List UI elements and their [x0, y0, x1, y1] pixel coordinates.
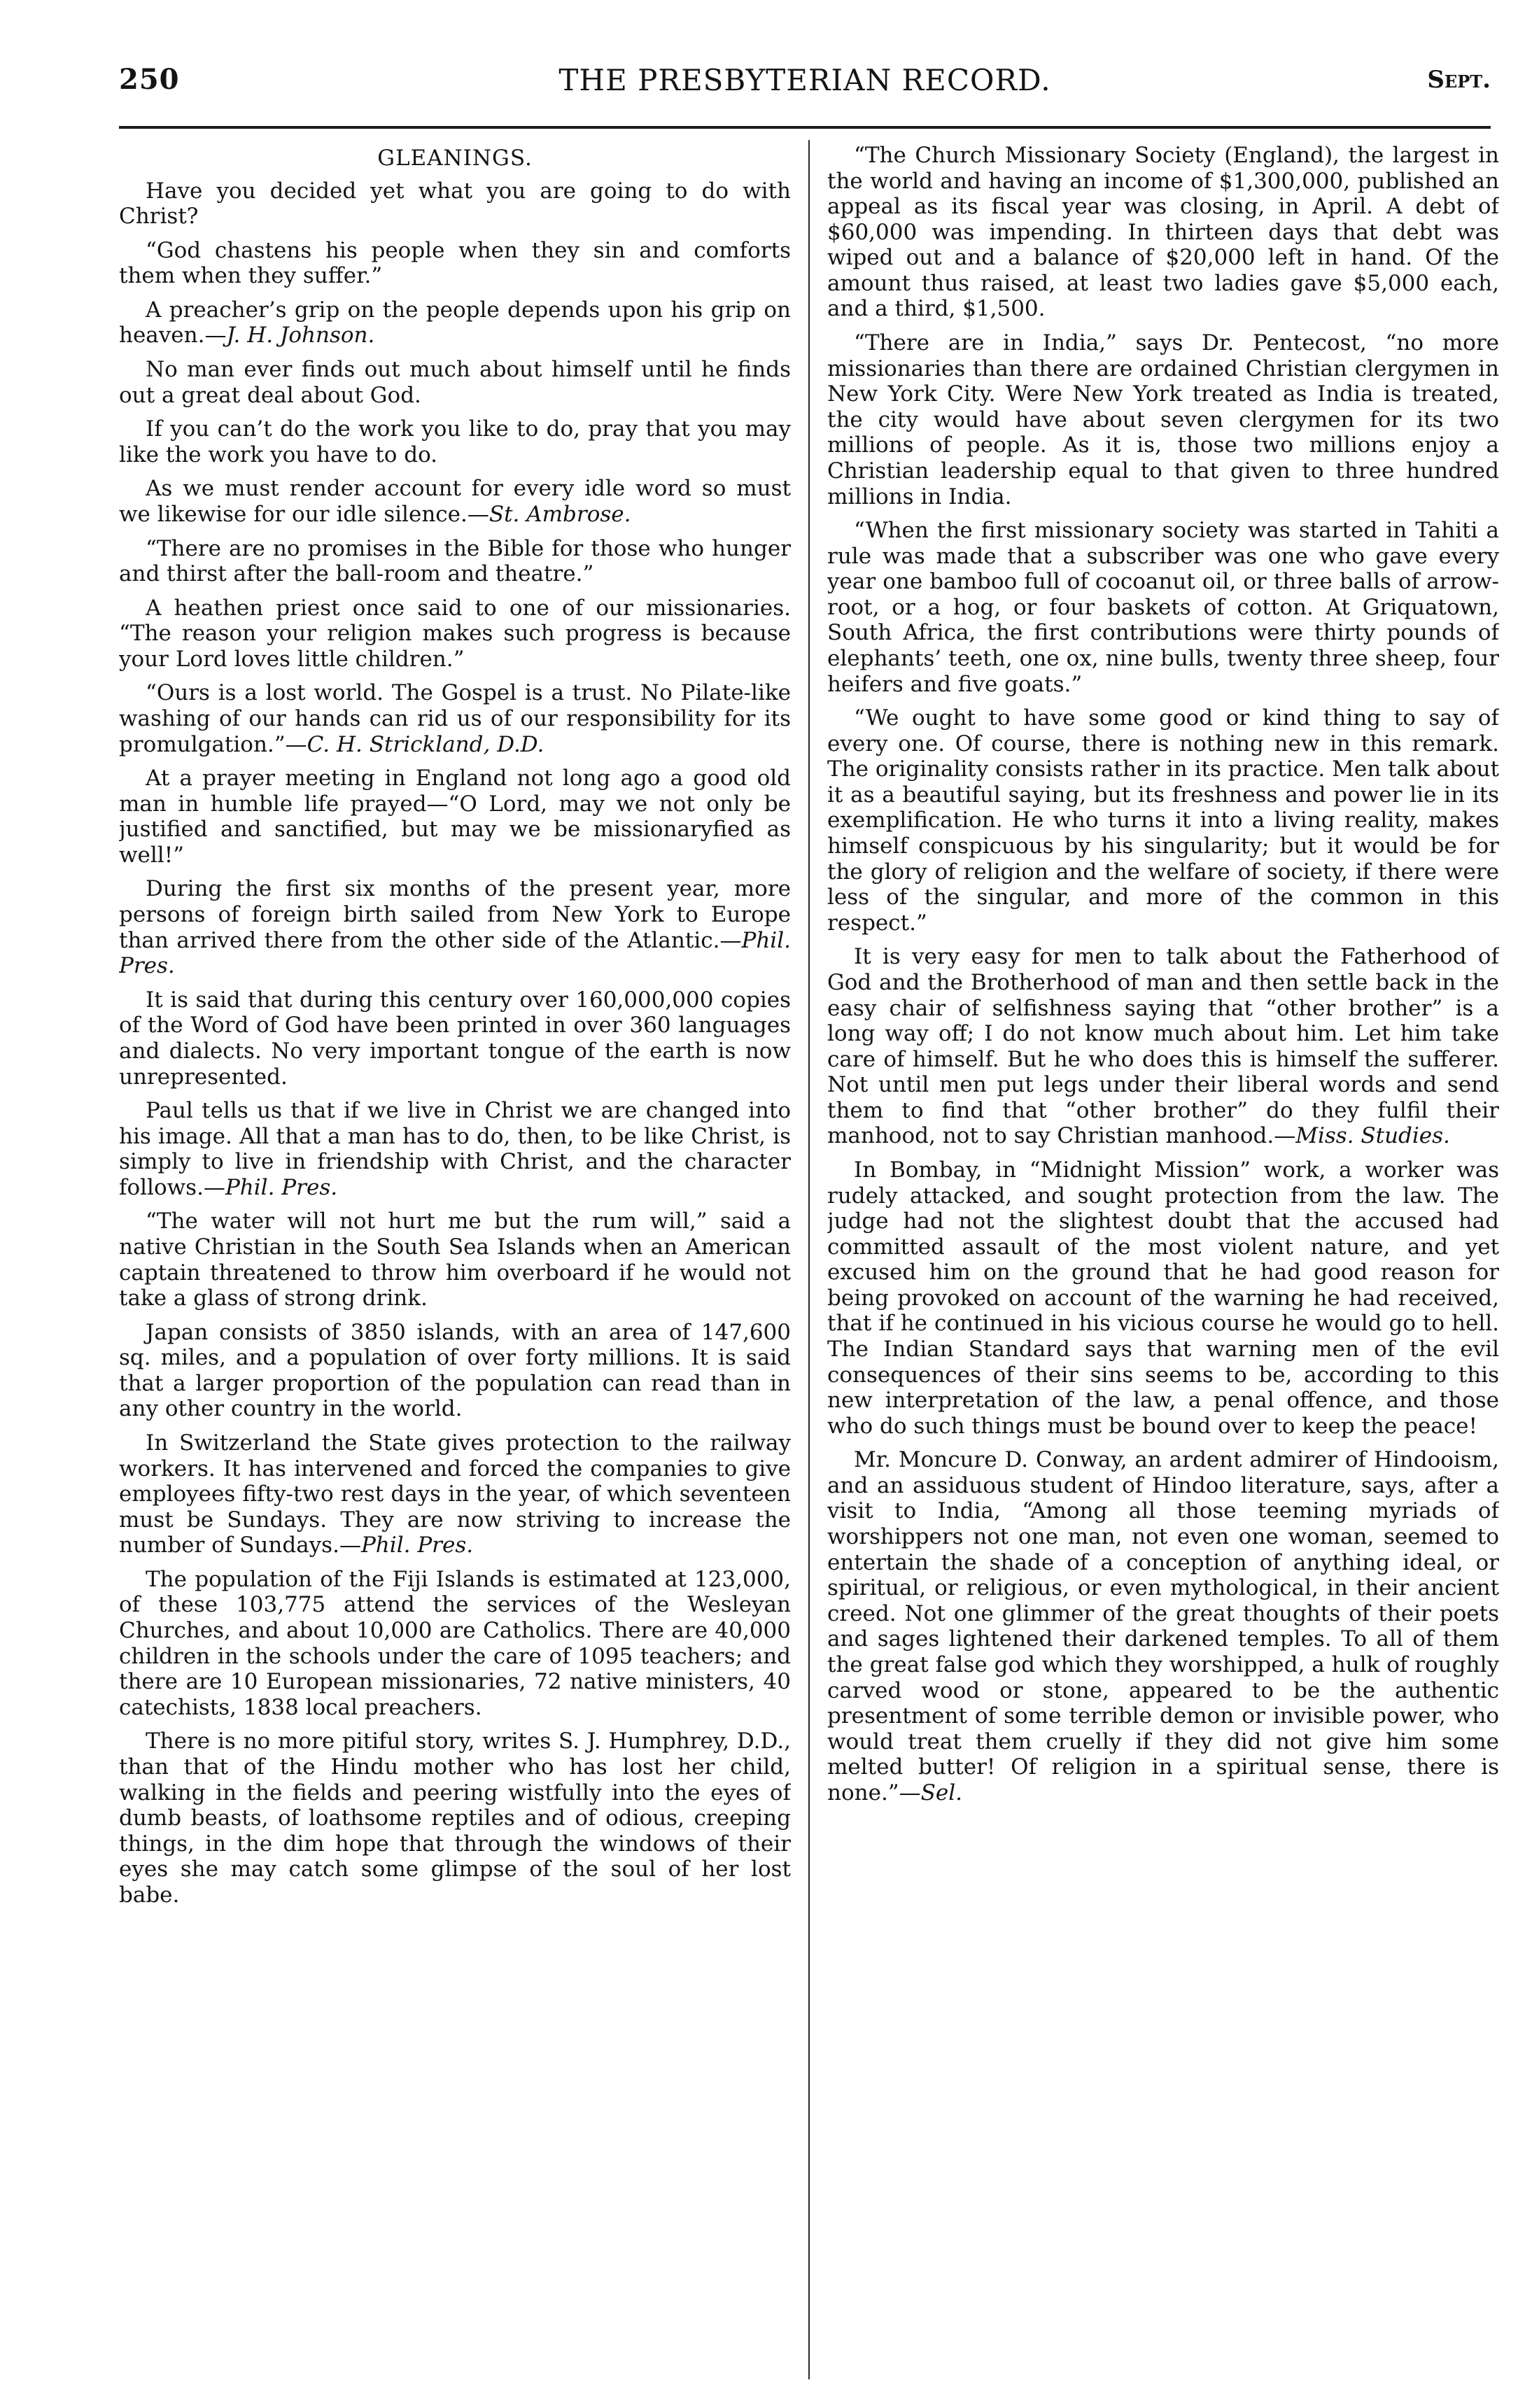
- right-column: [827, 143, 1499, 2375]
- article-paragraph: [119, 178, 791, 230]
- article-paragraph: [119, 1728, 791, 1908]
- article-paragraph: [119, 680, 791, 757]
- paragraph-text: Paul tells us that if we live in Christ we are changed into his image. All that a man has to do, then, to be like Christ, is simply to live in friendship with Christ, and the character follows.—: [119, 1098, 791, 1200]
- source-credit: Sel.: [920, 1780, 963, 1805]
- paragraph-text: It is very easy for men to talk about the Fatherhood of God and the Brotherhood of man and then settle back in the easy chair of selfishness saying that “other brother” is a long way off; I do not know much about him. Let him take care of himself. But he who does this is himself the sufferer. Not until men put legs under their liberal words and send them to find that “other brother” do they fulfil their manhood, not to say Christian manhood.—: [827, 944, 1499, 1149]
- article-paragraph: [119, 1209, 791, 1311]
- article-paragraph: [119, 1098, 791, 1200]
- paragraph-text: If you can’t do the work you like to do, pray that you may like the work you have to do.: [119, 416, 791, 467]
- article-paragraph: [119, 596, 791, 673]
- source-credit: Miss. Studies.: [1295, 1123, 1450, 1149]
- header-rule: [119, 126, 1491, 129]
- paragraph-text: Japan consists of 3850 islands, with an area of 147,600 sq. miles, and a population of over forty millions. It is said that a larger proportion of the population can read than in any other country in the world.: [119, 1319, 791, 1422]
- left-paragraphs: [119, 178, 791, 1908]
- paragraph-text: Mr. Moncure D. Conway, an ardent admirer of Hindooism, and an assiduous student of Hindoo literature, says, after a visit to India, “Among all those teeming myriads of worshippers not one man, not even one woman, seemed to entertain the shade of a conception of anything ideal, or spiritual, or religious, or even mythological, in their ancient creed. Not one glimmer of the great thoughts of their poets and sages lightened their darkened temples. To all of them the great false god which they worshipped, a hulk of roughly carved wood or stone, appeared to be the authentic presentment of some terrible demon or invisible power, who would treat them cruelly if they did not give him some melted butter! Of religion in a spiritual sense, there is none.”—: [827, 1447, 1499, 1805]
- source-credit: Phil. Pres.: [225, 1174, 338, 1200]
- article-paragraph: [119, 1320, 791, 1422]
- article-paragraph: [119, 1567, 791, 1720]
- article-paragraph: [119, 297, 791, 348]
- article-paragraph: [119, 357, 791, 408]
- article-paragraph: [119, 536, 791, 587]
- article-paragraph: [119, 987, 791, 1090]
- paragraph-text: As we must render account for every idle word so must we likewise for our idle silence.—: [119, 476, 791, 527]
- journal-title: THE PRESBYTERIAN RECORD.: [558, 63, 1051, 97]
- paragraph-text: “God chastens his people when they sin and comforts them when they suffer.”: [119, 237, 791, 289]
- article-paragraph: [827, 1157, 1499, 1439]
- source-credit: Phil. Pres.: [119, 927, 791, 979]
- paragraph-text: A preacher’s grip on the people depends upon his grip on heaven.—: [119, 297, 791, 348]
- paragraph-text: “There are no promises in the Bible for those who hunger and thirst after the ball-room and theatre.”: [119, 535, 791, 587]
- source-credit: Phil. Pres.: [360, 1533, 474, 1558]
- article-paragraph: [827, 944, 1499, 1149]
- paragraph-text: “The Church Missionary Society (England), the largest in the world and having an income of $1,300,000, published an appeal as its fiscal year was closing, in April. A debt of $60,000 was impending. In thirteen days that debt was wiped out and a balance of $20,000 left in hand. Of the amount thus raised, at least two ladies gave $5,000 each, and a third, $1,500.: [827, 143, 1499, 322]
- right-paragraphs: [827, 143, 1499, 1805]
- paragraph-text: In Switzerland the State gives protection to the railway workers. It has intervened and forced the companies to give employees fifty-two rest days in the year, of which seventeen must be Sundays. They are now striving to increase the number of Sundays.—: [119, 1430, 791, 1558]
- paragraph-text: It is said that during this century over 160,000,000 copies of the Word of God have been printed in over 360 languages and dialects. No very important tongue of the earth is now unrepresented.: [119, 987, 791, 1090]
- paragraph-text: Have you decided yet what you are going to do with Christ?: [119, 178, 791, 230]
- running-month: Sept.: [1427, 66, 1491, 94]
- paragraph-text: The population of the Fiji Islands is estimated at 123,000, of these 103,775 attend the services of the Wesleyan Churches, and about 10,000 are Catholics. There are 40,000 children in the schools under the care of 1095 teachers; and there are 10 European missionaries, 72 native ministers, 40 catechists, 1838 local preachers.: [119, 1566, 791, 1720]
- section-title: GLEANINGS.: [377, 146, 533, 171]
- page-number: 250: [119, 63, 180, 96]
- column-divider: [808, 140, 810, 2379]
- source-credit: C. H. Strickland, D.D.: [307, 731, 544, 757]
- article-paragraph: [119, 876, 791, 978]
- paragraph-text: A heathen priest once said to one of our missionaries. “The reason your religion makes such progress is because your Lord loves little children.”: [119, 595, 791, 672]
- paragraph-text: In Bombay, in “Midnight Mission” work, a worker was rudely attacked, and sought protection from the law. The judge had not the slightest doubt that the accused had committed assault of the most violent nature, and yet excused him on the ground that he had good reason for being provoked on account of the warning he had received, that if he continued in his vicious course he would go to hell. The Indian Standard says that warning men of the evil consequences of their sins seems to be, according to this new interpretation of the law, a penal offence, and those who do such things must be bound over to keep the peace!: [827, 1157, 1499, 1439]
- paragraph-text: “When the first missionary society was started in Tahiti a rule was made that a subscriber was one who gave every year one bamboo full of cocoanut oil, or three balls of arrow-root, or a hog, or four baskets of cotton. At Griquatown, South Africa, the first contributions were thirty pounds of elephants’ teeth, one ox, nine bulls, twenty three sheep, four heifers and five goats.”: [827, 518, 1499, 697]
- article-paragraph: [119, 766, 791, 868]
- paragraph-text: There is no more pitiful story, writes S. J. Humphrey, D.D., than that of the Hindu mother who has lost her child, walking in the fields and peering wistfully into the eyes of dumb beasts, of loathsome reptiles and of odious, creeping things, in the dim hope that through the windows of their eyes she may catch some glimpse of the soul of her lost babe.: [119, 1728, 791, 1908]
- article-paragraph: [119, 416, 791, 467]
- article-paragraph: [827, 1447, 1499, 1805]
- paragraph-text: “We ought to have some good or kind thing to say of every one. Of course, there is nothing new in this remark. The originality consists rather in its practice. Men talk about it as a beautiful saying, but its freshness and power lie in its exemplification. He who turns it into a living reality, makes himself conspicuous by his singularity; but it would be for the glory of religion and the welfare of society, if there were less of the singular, and more of the common in this respect.”: [827, 705, 1499, 936]
- paragraph-text: At a prayer meeting in England not long ago a good old man in humble life prayed—“O Lord, may we not only be justified and sanctified, but may we be missionaryfied as well!”: [119, 766, 791, 868]
- page-header: [119, 57, 1491, 106]
- source-credit: St. Ambrose.: [489, 501, 631, 527]
- article-paragraph: [119, 238, 791, 289]
- left-column: [119, 143, 791, 2375]
- paragraph-text: “The water will not hurt me but the rum will,” said a native Christian in the South Sea Islands when an American captain threatened to throw him overboard if he would not take a glass of strong drink.: [119, 1209, 791, 1311]
- paragraph-text: “Ours is a lost world. The Gospel is a trust. No Pilate-like washing of our hands can rid us of our responsibility for its promulgation.”—: [119, 680, 791, 757]
- article-paragraph: [119, 476, 791, 527]
- article-paragraph: [827, 518, 1499, 697]
- source-credit: J. H. Johnson.: [226, 323, 375, 348]
- article-paragraph: [827, 330, 1499, 509]
- article-paragraph: [827, 705, 1499, 936]
- article-paragraph: [119, 1430, 791, 1558]
- paragraph-text: No man ever finds out much about himself until he finds out a great deal about God.: [119, 357, 791, 408]
- article-paragraph: [827, 143, 1499, 322]
- paragraph-text: During the first six months of the present year, more persons of foreign birth sailed from New York to Europe than arrived there from the other side of the Atlantic.—: [119, 876, 791, 953]
- paragraph-text: “There are in India,” says Dr. Pentecost, “no more missionaries than there are ordained Christian clergymen in New York City. Were New York treated as India is treated, the city would have about seven clergymen for its two millions of people. As it is, those two millions enjoy a Christian leadership equal to that given to three hundred millions in India.: [827, 330, 1499, 509]
